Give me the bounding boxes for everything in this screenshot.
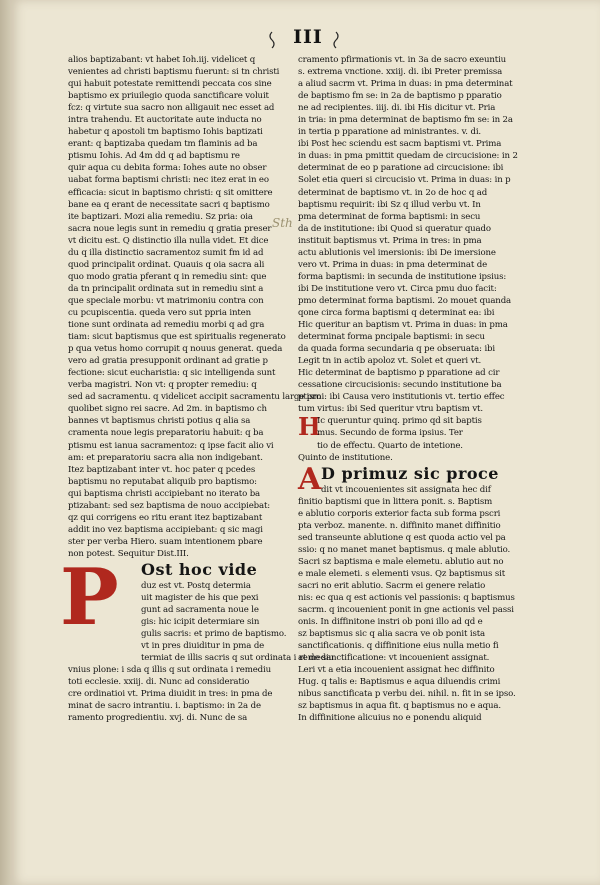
text-line: Leri vt a etia incouenient assignat hec diffinito <box>298 665 495 676</box>
text-line: cre ordinatioi vt. Prima diuidit in tres: in pma de <box>68 689 273 700</box>
section-heading: Ost hoc vide <box>141 559 258 579</box>
text-line: uabat forma baptismi christi: nec itez erat in eo <box>68 175 269 186</box>
text-line: determinat de eo p paratione ad circucisione: ibi <box>298 163 504 174</box>
text-line: venientes ad christi baptismu fuerunt: si tn christi <box>68 67 280 78</box>
text-line: cessatione circucisionis: secundo institutione ba <box>298 380 502 391</box>
text-line: ptizabant: sed sez baptisma de nouo accipiebat: <box>68 500 271 511</box>
text-line: de baptismo fm se: in 2a de baptismo p pparatio <box>298 91 502 102</box>
text-line: sacra noue legis sunt in remediu q gratia preser <box>68 223 272 234</box>
text-line: Solet etia queri si circucisio vt. Prima in duas: in p <box>298 175 511 186</box>
text-line: verba magistri. Non vt: q propter remediu: q <box>68 380 257 391</box>
text-line: forma baptismi: in secunda de institutione ipsius: <box>298 271 507 282</box>
text-line: Hug. q talis e: Baptismus e aqua diluendis crimi <box>298 677 501 688</box>
text-line: baptismo ex priuilegio quoda sanctificare voluit <box>68 91 269 102</box>
text-line: pma determinat de forma baptismi: in secu <box>298 211 481 222</box>
text-line: sanctificationis. q diffinitione eius nulla metio fi <box>298 641 499 652</box>
text-line: ne ad recipientes. iiij. di. ibi His dicitur vt. Pria <box>298 103 496 114</box>
text-line: fectione: sicut eucharistia: q sic intelligenda sunt <box>68 368 276 379</box>
text-line: Hic queritur an baptism vt. Prima in duas: in pma <box>298 320 508 331</box>
text-line: Ic queruntur quinq. primo qd sit baptis <box>317 416 482 427</box>
left-text-block <box>68 54 322 560</box>
text-line: ster per verba Hiero. suam intentionem pbare <box>68 536 263 547</box>
text-line: in duas: in pma pmittit quedam de circucisione: in 2 <box>298 151 518 162</box>
text-line: vero vt. Prima in duas: in pma determinat de <box>298 259 488 270</box>
text-line: tio de effectu. Quarto de intetione. <box>317 440 463 451</box>
text-line: instituit baptismus vt. Prima in tres: in pma <box>298 235 482 246</box>
text-line: tione sunt ordinata ad remediu morbi q ad gra <box>68 320 265 331</box>
text-line: a aliud sacrm vt. Prima in duas: in pma determinat <box>298 79 513 90</box>
text-line: In diffinitione alicuius no e ponendu aliquid <box>298 713 482 724</box>
text-line: alios baptizabant: vt habet Ioh.iij. videlicet q <box>68 55 256 65</box>
text-line: finitio baptismi que in littera ponit. s. Baptism <box>298 496 493 507</box>
text-line: qui baptisma christi accipiebant no iterato ba <box>68 488 261 499</box>
text-line: addit ino vez baptisma accipiebant: q sic magi <box>68 524 263 535</box>
article-opening <box>298 461 520 725</box>
text-line: ptismu Iohis. Ad 4m dd q ad baptismu re <box>68 151 240 162</box>
rubricated-initial-p: P <box>60 551 119 643</box>
text-line: Quinto de institutione. <box>298 452 393 463</box>
text-line: vero ad gratia presupponit ordinant ad gratie p <box>68 356 268 367</box>
article-heading: D primuz sic proce <box>321 463 499 483</box>
text-line: nibus sanctificata p verbu dei. nihil. n. fit in se ipso. <box>298 689 516 700</box>
incunable-page <box>10 0 600 885</box>
text-line: baptismu no reputabat aliquib pro baptismo: <box>68 476 257 487</box>
folio-number: III <box>293 26 323 48</box>
text-line: bane ea q erant de necessitate sacri q baptismo <box>68 199 270 210</box>
text-line: qz qui corrigens eo ritu erant itez baptizabant <box>68 512 263 523</box>
text-line: quo modo gratia pferant q in remediu sint: que <box>68 271 267 282</box>
rubricated-initial-a: A <box>298 461 322 497</box>
text-line: gunt ad sacramenta noue le <box>141 605 259 616</box>
text-line: cu pcupiscentia. queda vero sut ppria inten <box>68 307 251 318</box>
text-line: Itez baptizabant inter vt. hoc pater q pcedes <box>68 464 256 475</box>
text-line: sacrm. q incouenient ponit in gne actionis vel passi <box>298 605 514 616</box>
text-line: sz baptismus in aqua fit. q baptismus no e aqua. <box>298 701 501 712</box>
text-line: bannes vt baptismus christi potius q alia sa <box>68 416 251 427</box>
text-line: duz est vt. Postq determia <box>141 580 251 591</box>
text-line: tiam: sicut baptismus que est spiritualis regenerato <box>68 332 286 343</box>
text-line: at de sanctificatione: vt incouenient assignat. <box>298 653 490 664</box>
text-line: actu ablutionis vel imersionis: ibi De imersione <box>298 247 496 258</box>
text-line: quir aqua cu debita forma: Iohes aute no obser <box>68 163 267 174</box>
text-line: erant: q baptizaba quedam tm flaminis ad ba <box>68 139 258 150</box>
text-line: que speciale morbu: vt matrimoniu contra con <box>68 295 264 306</box>
text-line: cramenta noue legis preparatoriu habuit: q ba <box>68 428 264 439</box>
text-line: ptismi: ibi Causa vero institutionis vt. tertio effec <box>298 392 505 403</box>
text-line: intra trahendu. Et auctoritate aute inducta no <box>68 115 262 126</box>
text-line: Legit tn in actib apoloz vt. Solet et queri vt. <box>298 356 482 367</box>
right-column <box>298 54 520 725</box>
text-line: pta verboz. manente. n. diffinito manet diffinitio <box>298 520 501 531</box>
text-line: da de institutione: ibi Quod si queratur quado <box>298 223 491 234</box>
left-column <box>60 54 335 725</box>
text-line: minat de sacro intrantiu. i. baptismo: in 2a de <box>68 701 261 712</box>
text-line: p qua vetus homo corrupit q nouus generat. queda <box>68 344 283 355</box>
text-line: ibi Post hec sciendu est sacm baptismi vt. Prima <box>298 139 502 150</box>
text-line: quod principalit ordinat. Quauis q oia sacra ali <box>68 259 265 270</box>
text-line: dit vt incouenientes sit assignata hec dif <box>321 484 491 495</box>
text-line: in tria: in pma determinat de baptismo fm se: in 2a <box>298 115 513 126</box>
text-line: in tertia p pparatione ad ministrantes. v. di. <box>298 127 481 138</box>
text-line: sz baptismus sic q alia sacra ve ob ponit ista <box>298 629 486 640</box>
text-line: sacri no erit ablutio. Sacrm ei genere relatio <box>298 580 486 591</box>
text-line: Sacri sz baptisma e male elemetu. ablutio aut no <box>298 556 504 567</box>
text-line: quolibet signo rei sacre. Ad 2m. in baptismo ch <box>68 404 267 415</box>
text-line: gis: hic icipit determiare sin <box>141 617 260 628</box>
text-line: ite baptizari. Mozi alia remediu. Sz pria: oia <box>68 211 253 222</box>
text-line: e male elemeti. s elementi vsus. Qz baptismus sit <box>298 568 506 579</box>
text-line: tum virtus: ibi Sed queritur vtru baptism vt. <box>298 404 483 415</box>
text-line: vt in pres diuiditur in pma de <box>141 641 265 652</box>
text-line: habetur q apostoli tm baptismo Iohis baptizati <box>68 127 263 138</box>
text-line: efficacia: sicut in baptismo christi: q sit omittere <box>68 187 273 198</box>
text-line: onis. In diffinitone instri ob poni illo ad qd e <box>298 617 483 628</box>
text-line: Hic determinat de baptismo p pparatione ad cir <box>298 368 500 379</box>
text-line: ibi De institutione vero vt. Circa pmu duo facit: <box>298 283 497 294</box>
questions-list <box>298 412 520 463</box>
text-line: ramento progredientiu. xvj. di. Nunc de sa <box>68 713 248 724</box>
text-line: du q illa distinctio sacramentoz sumit fm id ad <box>68 247 264 258</box>
text-line: qui habuit potestate remittendi peccata cos sine <box>68 79 272 90</box>
rubricated-initial-h: H <box>298 412 321 442</box>
questions-block <box>298 412 520 463</box>
marginal-annotation: Sth <box>272 216 293 230</box>
text-line: pmo determinat forma baptismi. 2o mouet quanda <box>298 295 512 306</box>
text-line: uit magister de his que pexi <box>141 593 259 604</box>
text-line: da tn principalit ordinata sut in remediu sint a <box>68 283 264 294</box>
text-line: termiat de illis sacris q sut ordinata i remediu <box>141 653 335 664</box>
text-line: cramento pfirmationis vt. in 3a de sacro exeuntiu <box>298 55 507 65</box>
text-line: non potest. Sequitur Dist.III. <box>68 548 189 559</box>
text-line: vt dicitu est. Q distinctio illa nulla videt. Et dice <box>68 235 269 246</box>
text-line: e ablutio corporis exterior facta sub forma pscri <box>298 508 501 519</box>
right-text-block-2 <box>298 484 520 725</box>
text-line: determinat forma pncipale baptismi: in secu <box>298 332 485 343</box>
text-line: fcz: q virtute sua sacro non alligauit nec esset ad <box>68 103 275 114</box>
text-line: toti ecclesie. xxiij. di. Nunc ad consideratio <box>68 677 250 688</box>
text-line: sed transeunte ablutione q est quoda actio vel pa <box>298 532 506 543</box>
text-line: vnius plone: i sda q illis q sut ordinata i remediu <box>68 665 272 676</box>
text-line: determinat de baptismo vt. in 2o de hoc q ad <box>298 187 488 198</box>
right-text-block <box>298 54 520 415</box>
text-line: gulis sacris: et primo de baptismo. <box>141 629 287 640</box>
text-line: nis: ec qua q est actionis vel passionis: q baptismus <box>298 593 515 604</box>
text-line: mus. Secundo de forma ipsius. Ter <box>317 428 463 439</box>
text-line: am: et preparatoriu sacra alia non indigebant. <box>68 452 263 463</box>
text-line: baptismu requirit: ibi Sz q illud verbu vt. In <box>298 199 481 210</box>
text-line: qone circa forma baptismi q determinat ea: ibi <box>298 307 495 318</box>
text-line: sed ad sacramentu. q videlicet accipit sacramentu large pro <box>68 392 322 403</box>
text-line: ptismu est ianua sacramentoz: q ipse facit alio vi <box>68 440 274 451</box>
text-line: da quada forma secundaria q pe obseruata: ibi <box>298 344 495 355</box>
text-line: ssio: q no manet manet baptismus. q male ablutio. <box>298 544 511 555</box>
text-line: s. extrema vnctione. xxiij. di. ibi Preter premissa <box>298 67 503 78</box>
